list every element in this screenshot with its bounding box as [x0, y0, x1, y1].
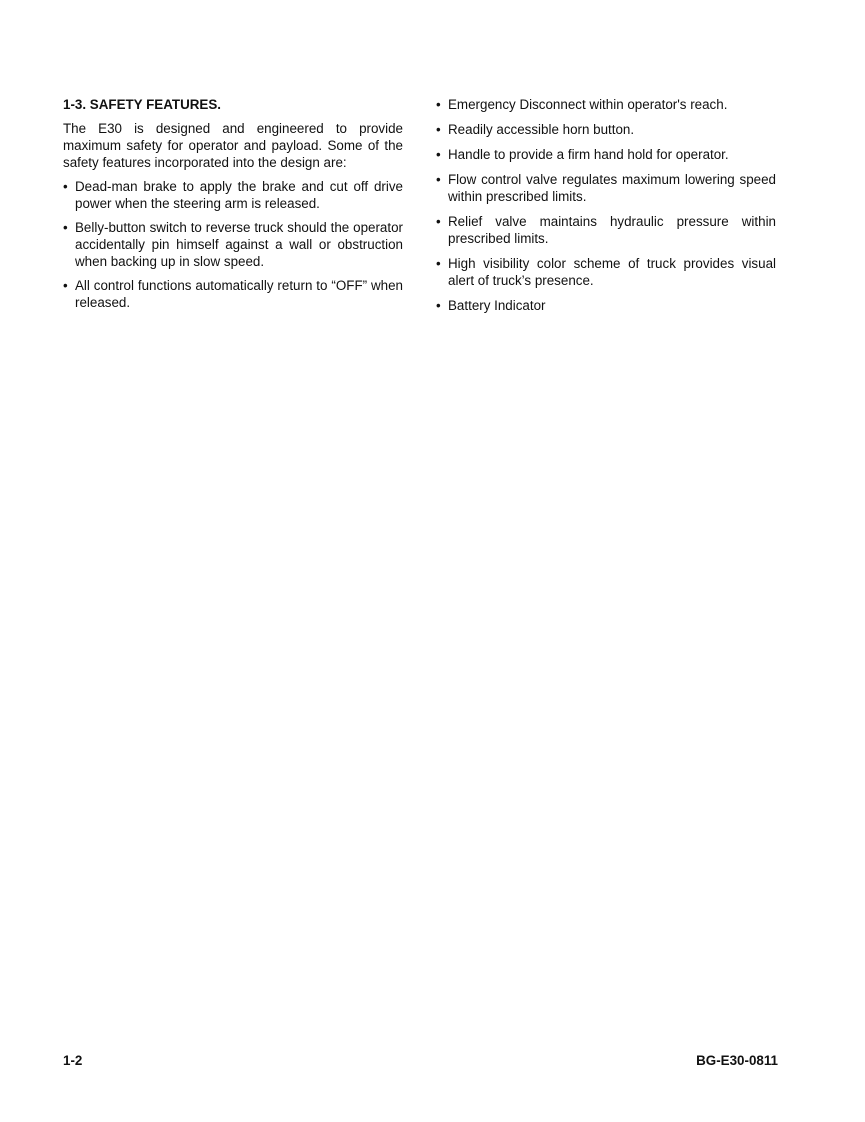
list-item [436, 297, 776, 314]
left-bullet-list [63, 178, 403, 311]
bullet-icon: • [63, 179, 68, 194]
bullet-icon: • [63, 220, 68, 235]
list-item-text: Handle to provide a firm hand hold for operator. [448, 147, 729, 162]
page-number: 1-2 [63, 1053, 83, 1068]
list-item [63, 277, 403, 311]
list-item-text: Battery Indicator [448, 298, 546, 313]
list-item [436, 146, 776, 163]
bullet-icon: • [436, 298, 441, 313]
list-item-text: Dead-man brake to apply the brake and cut off drive power when the steering arm is released. [75, 179, 403, 211]
left-column [63, 96, 403, 318]
list-item-text: Flow control valve regulates maximum lowering speed within prescribed limits. [448, 172, 776, 204]
list-item [436, 171, 776, 205]
bullet-icon: • [436, 122, 441, 137]
bullet-icon: • [436, 214, 441, 229]
right-bullet-list [436, 96, 776, 314]
bullet-icon: • [436, 172, 441, 187]
list-item [436, 213, 776, 247]
bullet-icon: • [436, 256, 441, 271]
list-item [63, 178, 403, 212]
list-item [436, 96, 776, 113]
list-item [436, 255, 776, 289]
bullet-icon: • [63, 278, 68, 293]
bullet-icon: • [436, 147, 441, 162]
right-column [436, 96, 776, 322]
list-item [63, 219, 403, 270]
list-item [436, 121, 776, 138]
list-item-text: Belly-button switch to reverse truck should the operator accidentally pin himself against a wall or obstruction when backing up in slow speed. [75, 220, 403, 269]
document-code: BG-E30-0811 [696, 1053, 778, 1068]
list-item-text: Emergency Disconnect within operator's reach. [448, 97, 728, 112]
section-title: 1-3. SAFETY FEATURES. [63, 97, 221, 112]
intro-paragraph: The E30 is designed and engineered to provide maximum safety for operator and payload. Some of the safety features incorporated into the design are: [63, 121, 403, 170]
list-item-text: Relief valve maintains hydraulic pressure within prescribed limits. [448, 214, 776, 246]
list-item-text: High visibility color scheme of truck provides visual alert of truck’s presence. [448, 256, 776, 288]
list-item-text: Readily accessible horn button. [448, 122, 635, 137]
list-item-text: All control functions automatically return to “OFF” when released. [75, 278, 403, 310]
bullet-icon: • [436, 97, 441, 112]
